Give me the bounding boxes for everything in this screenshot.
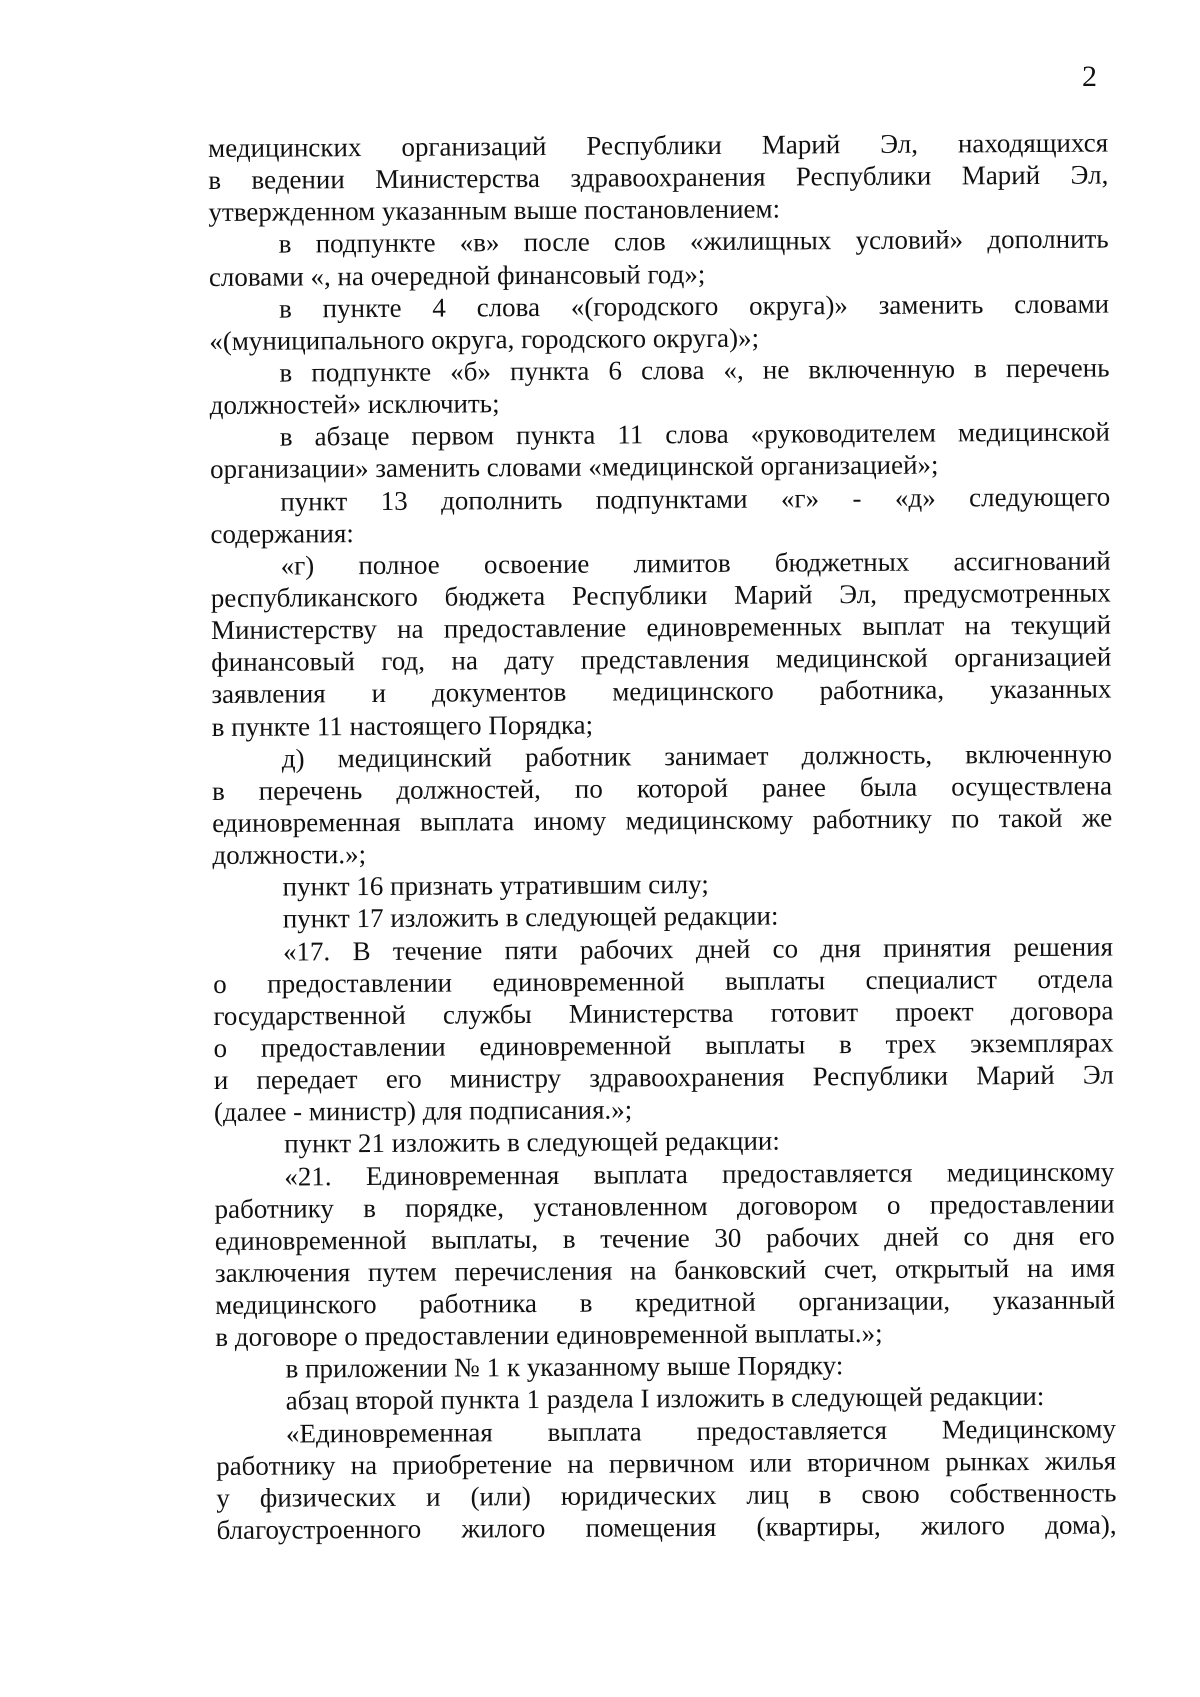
text-line: содержания: bbox=[210, 517, 354, 549]
text-line: государственной службы Министерства готовит проект договора bbox=[213, 995, 1114, 1031]
text-line: заявления и документов медицинского работника, указанных bbox=[211, 673, 1112, 710]
text-line: единовременная выплата иному медицинскому работнику по такой же bbox=[212, 802, 1113, 838]
text-line: пункт 13 дополнить подпунктами «г» - «д» следующего bbox=[280, 481, 1111, 517]
text-line: Министерству на предоставление единовременных выплат на текущий bbox=[210, 609, 1112, 646]
text-line: о предоставлении единовременной выплаты в трех экземплярах bbox=[213, 1027, 1114, 1063]
text-line: в приложении № 1 к указанному выше Порядку: bbox=[285, 1350, 844, 1384]
text-line: утвержденном указанным выше постановлением: bbox=[208, 193, 781, 228]
text-line: в перечень должностей, по которой ранее была осуществлена bbox=[211, 770, 1113, 806]
text-line: в подпункте «б» пункта 6 слова «, не включенную в перечень bbox=[279, 352, 1110, 388]
text-line: в абзаце первом пункта 11 слова «руководителем медицинской bbox=[279, 416, 1110, 452]
text-line: и передает его министру здравоохранения Республики Марий Эл bbox=[213, 1059, 1114, 1096]
page-number: 2 bbox=[1082, 60, 1097, 93]
text-line: единовременной выплаты, в течение 30 рабочих дней со дня его bbox=[214, 1220, 1115, 1256]
text-line: должностей» исключить; bbox=[209, 388, 500, 421]
text-line: «Единовременная выплата предоставляется Медицинскому bbox=[285, 1413, 1117, 1449]
text-line: «17. В течение пяти рабочих дней со дня принятия решения bbox=[282, 931, 1114, 967]
text-line: словами «, на очередной финансовый год»; bbox=[208, 258, 706, 292]
text-line: благоустроенного жилого помещения (квартиры, жилого дома), bbox=[216, 1509, 1117, 1546]
text-line: о предоставлении единовременной выплаты специалист отдела bbox=[213, 963, 1114, 999]
text-line: пункт 16 признать утратившим силу; bbox=[282, 869, 709, 902]
text-line: организации» заменить словами «медицинской организацией»; bbox=[209, 449, 939, 485]
text-line: медицинского работника в кредитной организации, указанный bbox=[215, 1284, 1116, 1321]
text-line: работнику в порядке, установленном договором о предоставлении bbox=[214, 1188, 1115, 1224]
text-line: в подпункте «в» после слов «жилищных условий» дополнить bbox=[278, 223, 1109, 259]
text-line: республиканского бюджета Республики Марий Эл, предусмотренных bbox=[210, 577, 1111, 613]
text-line: (далее - министр) для подписания.»; bbox=[213, 1094, 633, 1128]
text-line: «г) полное освоение лимитов бюджетных ассигнований bbox=[280, 545, 1111, 581]
text-line: в пункте 4 слова «(городского округа)» заменить словами bbox=[278, 288, 1110, 324]
text-line: в ведении Министерства здравоохранения Республики Марий Эл, bbox=[208, 159, 1109, 196]
text-line: «21. Единовременная выплата предоставляется медицинскому bbox=[284, 1155, 1115, 1192]
text-line: в пункте 11 настоящего Порядка; bbox=[211, 709, 594, 742]
text-line: медицинских организаций Республики Марий Эл, находящихся bbox=[208, 127, 1109, 163]
text-line: пункт 17 изложить в следующей редакции: bbox=[282, 900, 779, 934]
text-line: у физических и (или) юридических лиц в свою собственность bbox=[216, 1477, 1117, 1513]
text-line: «(муниципального округа, городского округа)»; bbox=[209, 322, 760, 356]
text-line: д) медицинский работник занимает должность, включенную bbox=[281, 738, 1112, 774]
text-line: заключения путем перечисления на банковский счет, открытый на имя bbox=[214, 1252, 1116, 1288]
text-line: абзац второй пункта 1 раздела I изложить в следующей редакции: bbox=[285, 1381, 1045, 1417]
text-line: должности.»; bbox=[212, 839, 367, 871]
document-body bbox=[208, 127, 1117, 1547]
text-line: пункт 21 изложить в следующей редакции: bbox=[284, 1125, 780, 1159]
text-line: работнику на приобретение на первичном или вторичном рынках жилья bbox=[216, 1445, 1117, 1481]
text-line: в договоре о предоставлении единовременной выплаты.»; bbox=[215, 1318, 883, 1353]
text-line: финансовый год, на дату представления медицинской организацией bbox=[211, 641, 1112, 678]
